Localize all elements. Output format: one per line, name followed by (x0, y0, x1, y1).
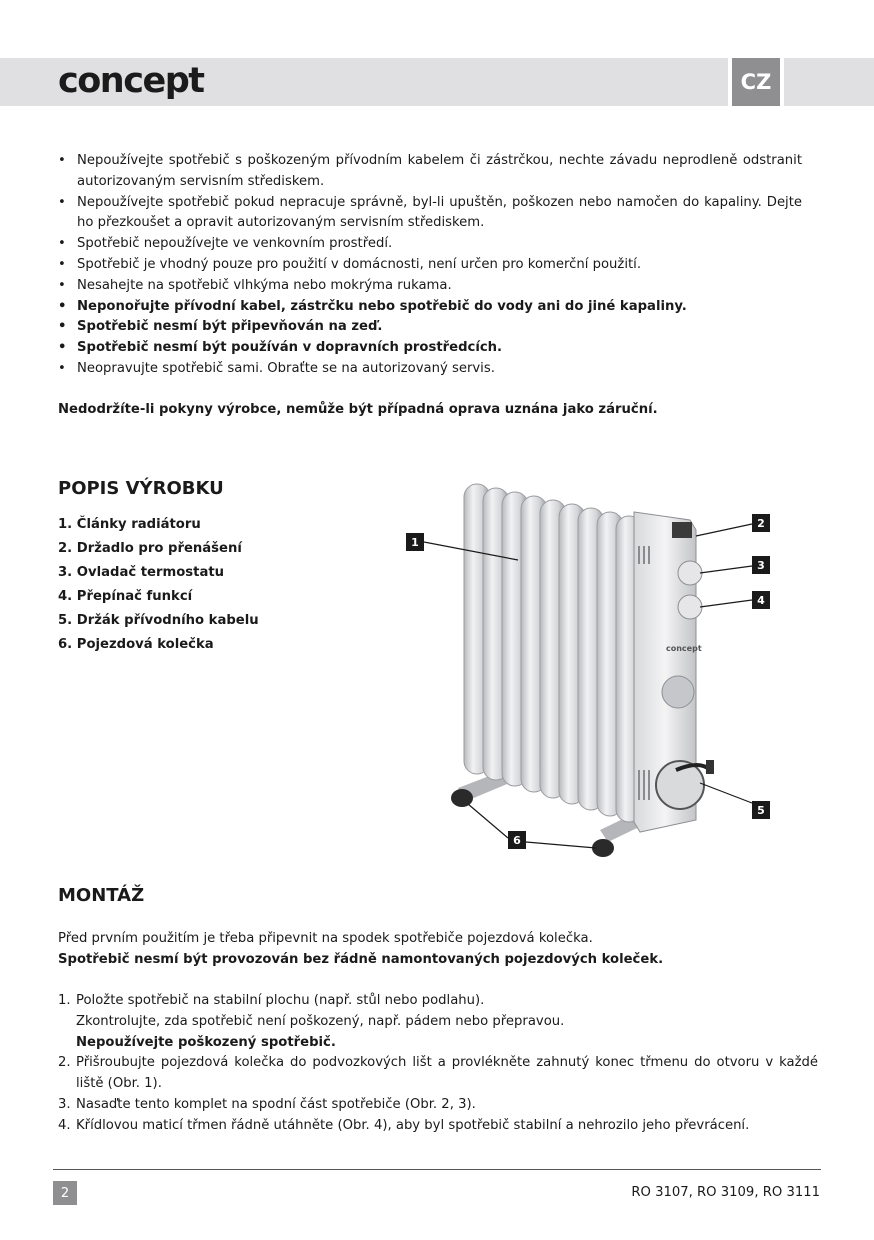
radiator-drawing (400, 470, 874, 870)
model-number: RO 3107, RO 3109, RO 3111 (631, 1185, 820, 1200)
list-item: 4. Přepínač funkcí (58, 589, 193, 604)
product-logo: concept (666, 644, 702, 653)
page-number: 2 (53, 1181, 77, 1205)
function-knob (678, 595, 702, 619)
callout-5: 5 (752, 801, 770, 819)
speaker-grille (662, 676, 694, 708)
list-item: • Nepoužívejte spotřebič s poškozeným přívodním kabelem či zástrčkou, nechte závadu neprodleně odstranit autorizovaným servisním střediskem. (58, 153, 802, 189)
assembly-steps (58, 991, 818, 1137)
wheel (451, 789, 473, 807)
list-item: • Spotřebič nesmí být používán v dopravních prostředcích. (58, 340, 503, 356)
list-item: 6. Pojezdová kolečka (58, 637, 214, 652)
plug (706, 760, 714, 774)
list-item: • Spotřebič nepoužívejte ve venkovním prostředí. (58, 236, 393, 252)
list-item: • Spotřebič nesmí být připevňován na zeď. (58, 319, 383, 335)
callout-2: 2 (752, 514, 770, 532)
callout-3: 3 (752, 556, 770, 574)
list-item: • Nesahejte na spotřebič vlhkýma nebo mokrýma rukama. (58, 277, 452, 293)
section-title-description: POPIS VÝROBKU (58, 478, 224, 499)
list-item: 1. Články radiátoru (58, 517, 201, 532)
list-item: 2. Přišroubujte pojezdová kolečka do podvozkových lišt a provlékněte zahnutý konec třmenu do otvoru v každé liště (Obr. 1). (58, 1055, 818, 1092)
footer-divider (53, 1169, 821, 1170)
list-item: • Spotřebič je vhodný pouze pro použití v domácnosti, není určen pro komerční použití. (58, 256, 642, 272)
list-item: 2. Držadlo pro přenášení (58, 541, 242, 556)
list-item: 1. Položte spotřebič na stabilní plochu (např. stůl nebo podlahu). Zkontrolujte, zda spotřebič není poškozený, např. pádem nebo přepravou. Nepoužívejte poškozený spotřebič. (58, 993, 565, 1050)
callout-1: 1 (406, 533, 424, 551)
assembly-intro (58, 929, 818, 971)
list-item: 3. Ovladač termostatu (58, 565, 225, 580)
parts-list (58, 515, 259, 659)
list-item: • Neponořujte přívodní kabel, zástrčku nebo spotřebič do vody ani do jiné kapaliny. (58, 298, 687, 314)
thermostat-knob (678, 561, 702, 585)
radiator-illustration (400, 470, 874, 870)
callout-6: 6 (508, 831, 526, 849)
section-title-assembly: MONTÁŽ (58, 885, 145, 906)
brand-logo: concept (58, 61, 204, 101)
list-item: • Nepoužívejte spotřebič pokud nepracuje správně, byl-li upuštěn, poškozen nebo namočen do kapaliny. Dejte ho přezkoušet a opravit autorizovaným servisním střediskem. (58, 194, 802, 231)
carry-handle (672, 522, 692, 538)
warranty-note: Nedodržíte-li pokyny výrobce, nemůže být případná oprava uznána jako záruční. (58, 402, 658, 417)
list-item: • Neopravujte spotřebič sami. Obraťte se na autorizovaný servis. (58, 360, 495, 376)
list-item: 5. Držák přívodního kabelu (58, 613, 259, 628)
language-badge: CZ (728, 58, 784, 106)
callout-4: 4 (752, 591, 770, 609)
safety-list (58, 151, 802, 380)
radiator-fins (464, 484, 642, 822)
assembly-intro-text: Před prvním použitím je třeba připevnit na spodek spotřebiče pojezdová kolečka. (58, 931, 593, 946)
list-item: 3. Nasaďte tento komplet na spodní část spotřebiče (Obr. 2, 3). (58, 1096, 476, 1112)
list-item: 4. Křídlovou maticí třmen řádně utáhněte (Obr. 4), aby byl spotřebič stabilní a nehrozilo jeho převrácení. (58, 1117, 750, 1133)
assembly-warning: Spotřebič nesmí být provozován bez řádně namontovaných pojezdových koleček. (58, 951, 664, 967)
